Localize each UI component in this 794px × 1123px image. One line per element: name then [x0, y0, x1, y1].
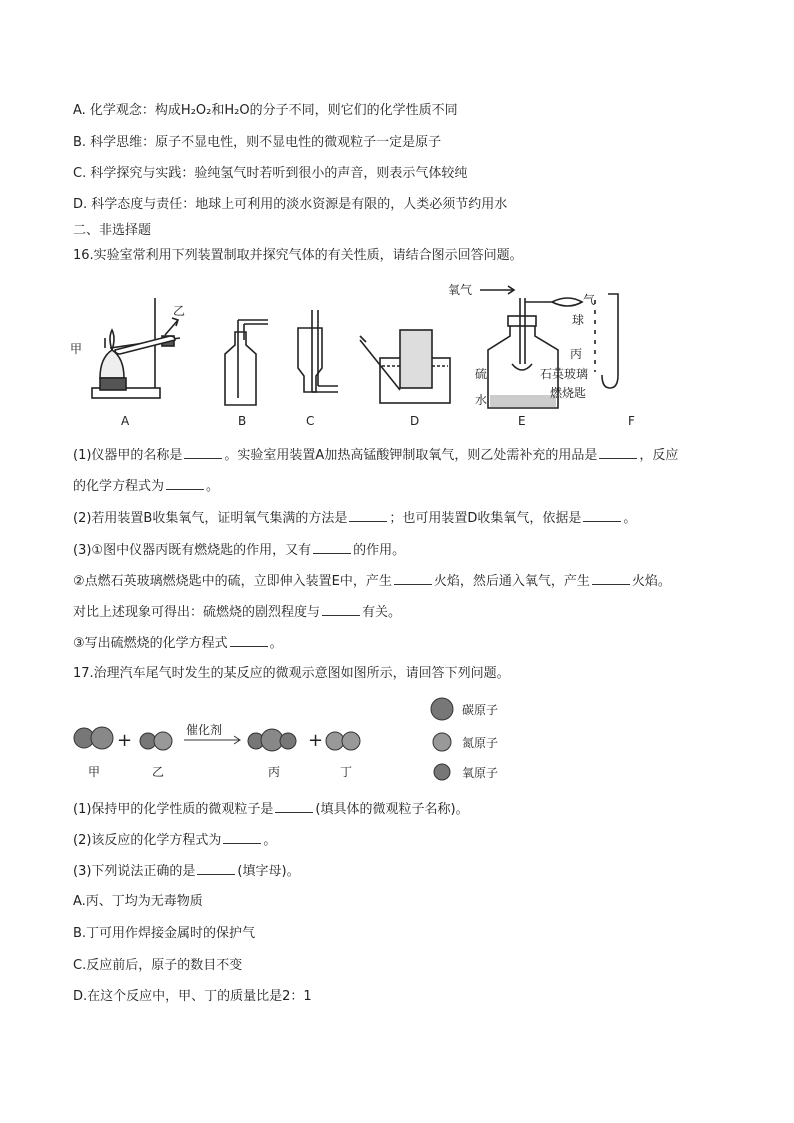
label-sulfur: 硫 [475, 367, 488, 381]
label-balloon-1: 气 [583, 293, 596, 307]
label-e: E [518, 414, 526, 428]
label-spoon-1: 石英玻璃 [540, 367, 589, 381]
oxygen-atom-icon [434, 764, 450, 780]
label-c: C [306, 414, 315, 428]
apparatus-figure [70, 280, 670, 430]
legend-oxygen: 氧原子 [462, 766, 499, 780]
label-oxygen: 氧气 [448, 283, 473, 297]
answer-blank[interactable] [275, 800, 313, 813]
answer-blank[interactable] [313, 541, 351, 554]
answer-blank[interactable] [322, 603, 360, 616]
q17-choice-b: B.丁可用作焊接金属时的保护气 [73, 926, 256, 941]
answer-blank[interactable] [599, 446, 637, 459]
option-d: D. 科学态度与责任：地球上可利用的淡水资源是有限的，人类必须节约用水 [73, 197, 508, 212]
answer-blank[interactable] [223, 831, 261, 844]
label-bing: 丙 [570, 347, 583, 361]
answer-blank[interactable] [230, 634, 268, 647]
label-jia: 甲 [70, 342, 83, 356]
q16-stem: 16.实验室常利用下列装置制取并探究气体的有关性质，请结合图示回答问题。 [73, 248, 523, 263]
option-a: A. 化学观念：构成H₂O₂和H₂O的分子不同，则它们的化学性质不同 [73, 103, 458, 118]
answer-blank[interactable] [394, 572, 432, 585]
q16-part2: (2)若用装置B收集氧气，证明氧气集满的方法是 ；也可用装置D收集氧气，依据是 。 [73, 511, 637, 526]
label-water: 水 [475, 393, 488, 407]
plus-sign: + [117, 730, 133, 751]
section-title: 二、非选择题 [73, 223, 152, 238]
label-d: D [410, 414, 420, 428]
label-a: A [121, 414, 130, 428]
q17-part3: (3)下列说法正确的是 (填字母)。 [73, 864, 300, 879]
apparatus-c [298, 310, 338, 392]
q16-part6: ③写出硫燃烧的化学方程式 。 [73, 636, 283, 651]
answer-blank[interactable] [583, 509, 621, 522]
apparatus-b [225, 320, 268, 405]
q17-part2: (2)该反应的化学方程式为 。 [73, 833, 277, 848]
label-yi: 乙 [152, 765, 165, 779]
answer-blank[interactable] [197, 862, 235, 875]
q17-choice-a: A.丙、丁均为无毒物质 [73, 894, 203, 909]
answer-blank[interactable] [166, 477, 204, 490]
apparatus-f [595, 294, 618, 388]
nitrogen-atom-icon [433, 733, 451, 751]
q16-part3: (3)①图中仪器丙既有燃烧匙的作用，又有 的作用。 [73, 543, 406, 558]
label-yi: 乙 [173, 304, 186, 318]
carbon-atom-icon [431, 698, 453, 720]
apparatus-d [360, 330, 450, 403]
q16-part4: ②点燃石英玻璃燃烧匙中的硫，立即伸入装置E中，产生 火焰，然后通入氧气，产生 火焰。 [73, 574, 671, 589]
q17-choice-c: C.反应前后，原子的数目不变 [73, 958, 243, 973]
label-spoon-2: 燃烧匙 [550, 386, 587, 400]
label-b: B [238, 414, 247, 428]
legend-carbon: 碳原子 [462, 703, 499, 717]
label-bing: 丙 [268, 765, 281, 779]
label-jia: 甲 [88, 765, 101, 779]
label-ding: 丁 [340, 765, 353, 779]
answer-blank[interactable] [349, 509, 387, 522]
reaction-figure [70, 692, 530, 792]
legend-nitrogen: 氮原子 [462, 736, 499, 750]
option-c: C. 科学探究与实践：验纯氢气时若听到很小的声音，则表示气体较纯 [73, 166, 468, 181]
answer-blank[interactable] [592, 572, 630, 585]
q16-part1-line1: (1)仪器甲的名称是 。实验室用装置A加热高锰酸钾制取氧气，则乙处需补充的用品是 ，反应 [73, 448, 679, 463]
plus-sign: + [308, 730, 324, 751]
q17-choice-d: D.在这个反应中，甲、丁的质量比是2：1 [73, 989, 312, 1004]
q16-part1-line2: 的化学方程式为 。 [73, 479, 220, 494]
q17-stem: 17.治理汽车尾气时发生的某反应的微观示意图如图所示，请回答下列问题。 [73, 666, 510, 681]
option-b: B. 科学思维：原子不显电性，则不显电性的微观粒子一定是原子 [73, 135, 442, 150]
label-balloon-2: 球 [572, 313, 585, 327]
q16-part5: 对比上述现象可得出：硫燃烧的剧烈程度与 有关。 [73, 605, 402, 620]
apparatus-a [92, 298, 180, 398]
catalyst-label: 催化剂 [186, 723, 223, 737]
label-f: F [628, 414, 635, 428]
q17-part1: (1)保持甲的化学性质的微观粒子是 (填具体的微观粒子名称)。 [73, 802, 469, 817]
answer-blank[interactable] [184, 446, 222, 459]
